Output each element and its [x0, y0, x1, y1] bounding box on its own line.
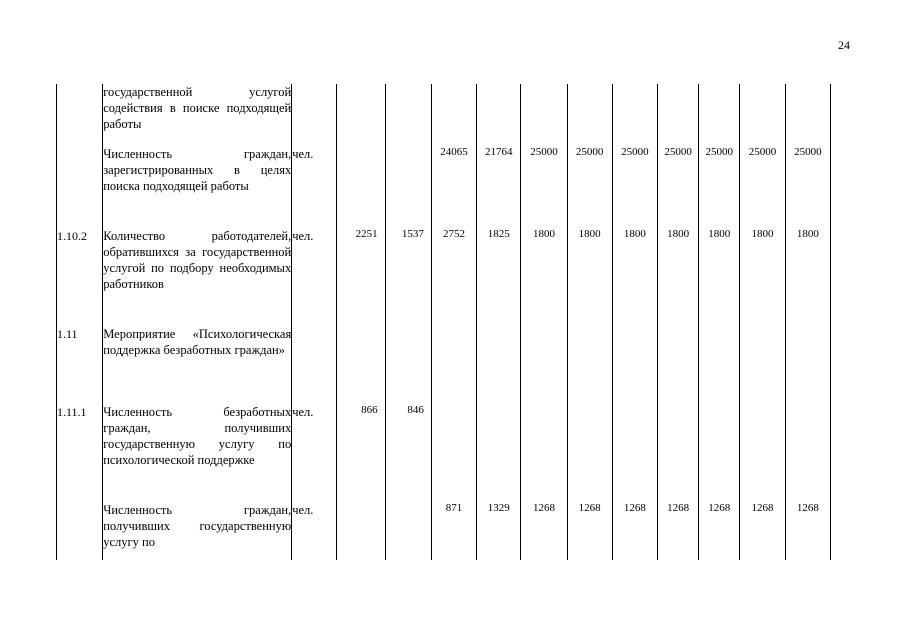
value-cell	[431, 84, 476, 144]
value-cell	[658, 84, 699, 144]
value-cell: 1800	[521, 226, 567, 324]
indicator-description-cell: государственной услугой содействия в поиске подходящей работы	[103, 84, 292, 144]
indicator-description-cell: Мероприятие «Психологическая поддержка безработных граждан»	[103, 324, 292, 402]
value-cell: 846	[385, 402, 431, 500]
value-cell	[385, 324, 431, 402]
unit-cell: чел.	[292, 402, 337, 500]
unit-cell: чел.	[292, 144, 337, 226]
value-cell	[431, 402, 476, 500]
value-cell	[567, 324, 612, 402]
table-row	[57, 324, 831, 402]
value-cell: 1268	[740, 500, 785, 560]
value-cell	[477, 84, 521, 144]
indicator-description-cell: Численность безработных граждан, получивших государственную услугу по психологической поддержке	[103, 402, 292, 500]
indicators-table	[56, 84, 831, 560]
value-cell: 2251	[337, 226, 385, 324]
value-cell	[612, 402, 657, 500]
value-cell: 25000	[658, 144, 699, 226]
value-cell: 1800	[699, 226, 740, 324]
value-cell	[477, 324, 521, 402]
value-cell	[431, 324, 476, 402]
indicator-description-cell: Численность граждан, получивших государственную услугу по	[103, 500, 292, 560]
value-cell: 1800	[785, 226, 830, 324]
value-cell	[337, 144, 385, 226]
value-cell: 1329	[477, 500, 521, 560]
item-number-cell	[57, 144, 103, 226]
item-number-cell: 1.11	[57, 324, 103, 402]
value-cell	[385, 84, 431, 144]
unit-cell: чел.	[292, 500, 337, 560]
value-cell: 871	[431, 500, 476, 560]
unit-cell	[292, 84, 337, 144]
indicator-description-cell: Количество работодателей, обратившихся за государственной услугой по подбору необходимых работников	[103, 226, 292, 324]
page-number: 24	[838, 38, 850, 52]
table-row	[57, 402, 831, 500]
value-cell: 1268	[658, 500, 699, 560]
value-cell: 1800	[567, 226, 612, 324]
table-row	[57, 226, 831, 324]
value-cell: 1800	[740, 226, 785, 324]
value-cell: 1268	[699, 500, 740, 560]
value-cell	[699, 84, 740, 144]
value-cell: 25000	[785, 144, 830, 226]
unit-cell: чел.	[292, 226, 337, 324]
value-cell: 866	[337, 402, 385, 500]
value-cell: 1268	[785, 500, 830, 560]
value-cell	[385, 144, 431, 226]
item-number-cell: 1.10.2	[57, 226, 103, 324]
value-cell: 1268	[612, 500, 657, 560]
value-cell: 1825	[477, 226, 521, 324]
value-cell: 1268	[521, 500, 567, 560]
value-cell	[658, 402, 699, 500]
value-cell: 1537	[385, 226, 431, 324]
unit-cell	[292, 324, 337, 402]
value-cell	[337, 84, 385, 144]
value-cell: 25000	[567, 144, 612, 226]
value-cell	[521, 402, 567, 500]
value-cell: 21764	[477, 144, 521, 226]
value-cell: 24065	[431, 144, 476, 226]
value-cell	[699, 324, 740, 402]
value-cell	[785, 402, 830, 500]
value-cell	[740, 402, 785, 500]
item-number-cell: 1.11.1	[57, 402, 103, 500]
value-cell: 25000	[612, 144, 657, 226]
value-cell	[785, 324, 830, 402]
value-cell: 25000	[699, 144, 740, 226]
indicator-description-cell: Численность граждан, зарегистрированных в целях поиска подходящей работы	[103, 144, 292, 226]
value-cell	[785, 84, 830, 144]
value-cell	[521, 84, 567, 144]
value-cell	[337, 500, 385, 560]
value-cell	[740, 84, 785, 144]
table-row	[57, 500, 831, 560]
value-cell: 1800	[658, 226, 699, 324]
value-cell	[658, 324, 699, 402]
value-cell	[385, 500, 431, 560]
value-cell: 2752	[431, 226, 476, 324]
value-cell	[612, 324, 657, 402]
table-row	[57, 144, 831, 226]
value-cell	[521, 324, 567, 402]
item-number-cell	[57, 500, 103, 560]
value-cell	[567, 84, 612, 144]
value-cell	[699, 402, 740, 500]
value-cell: 25000	[740, 144, 785, 226]
value-cell: 1268	[567, 500, 612, 560]
value-cell	[567, 402, 612, 500]
table-row	[57, 84, 831, 144]
value-cell: 25000	[521, 144, 567, 226]
value-cell	[612, 84, 657, 144]
item-number-cell	[57, 84, 103, 144]
value-cell: 1800	[612, 226, 657, 324]
value-cell	[477, 402, 521, 500]
value-cell	[740, 324, 785, 402]
value-cell	[337, 324, 385, 402]
